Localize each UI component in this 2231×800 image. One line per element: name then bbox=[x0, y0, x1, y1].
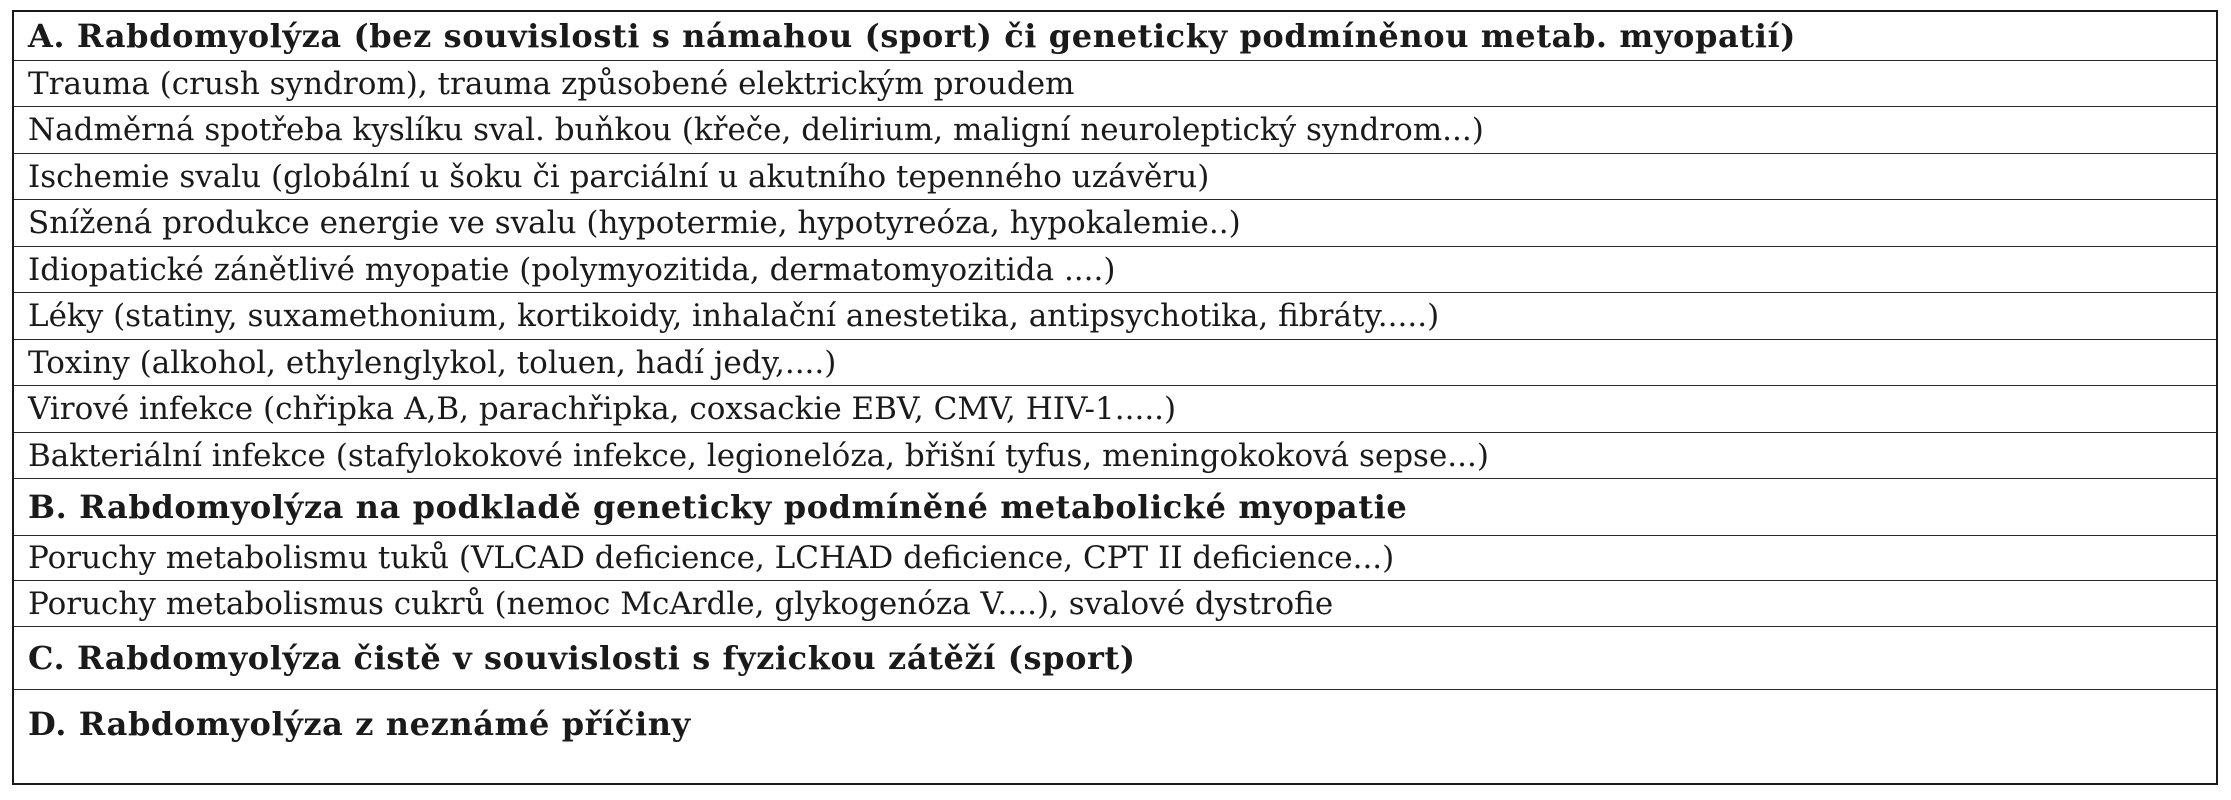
table-row: Poruchy metabolismus cukrů (nemoc McArdle, glykogenóza V....), svalové dystrofie bbox=[14, 581, 2216, 627]
section-b-header: B. Rabdomyolýza na podkladě geneticky podmíněné metabolické myopatie bbox=[14, 479, 2216, 536]
section-d-header: D. Rabdomyolýza z neznámé příčiny bbox=[28, 705, 691, 743]
table-row: Ischemie svalu (globální u šoku či parciální u akutního tepenného uzávěru) bbox=[14, 154, 2216, 200]
table-row: Idiopatické zánětlivé myopatie (polymyozitida, dermatomyozitida ....) bbox=[14, 247, 2216, 293]
table-row: Léky (statiny, suxamethonium, kortikoidy, inhalační anestetika, antipsychotika, fibráty.....) bbox=[14, 293, 2216, 340]
classification-table bbox=[12, 10, 2218, 785]
table-row: Virové infekce (chřipka A,B, parachřipka, coxsackie EBV, CMV, HIV-1.....) bbox=[14, 386, 2216, 433]
table-row: Toxiny (alkohol, ethylenglykol, toluen, hadí jedy,....) bbox=[14, 340, 2216, 386]
table-row: Bakteriální infekce (stafylokokové infekce, legionelóza, břišní tyfus, meningokoková sepse...) bbox=[14, 433, 2216, 479]
table-row: Trauma (crush syndrom), trauma způsobené elektrickým proudem bbox=[14, 61, 2216, 107]
table-row: Poruchy metabolismu tuků (VLCAD deficience, LCHAD deficience, CPT II deficience...) bbox=[14, 536, 2216, 581]
table-row: Snížená produkce energie ve svalu (hypotermie, hypotyreóza, hypokalemie..) bbox=[14, 200, 2216, 247]
section-c-header: C. Rabdomyolýza čistě v souvislosti s fyzickou zátěží (sport) bbox=[14, 627, 2216, 690]
section-a-header: A. Rabdomyolýza (bez souvislosti s námahou (sport) či geneticky podmíněnou metab. myopatií) bbox=[14, 12, 2216, 61]
table-row: Nadměrná spotřeba kyslíku sval. buňkou (křeče, delirium, maligní neuroleptický syndrom...) bbox=[14, 107, 2216, 154]
